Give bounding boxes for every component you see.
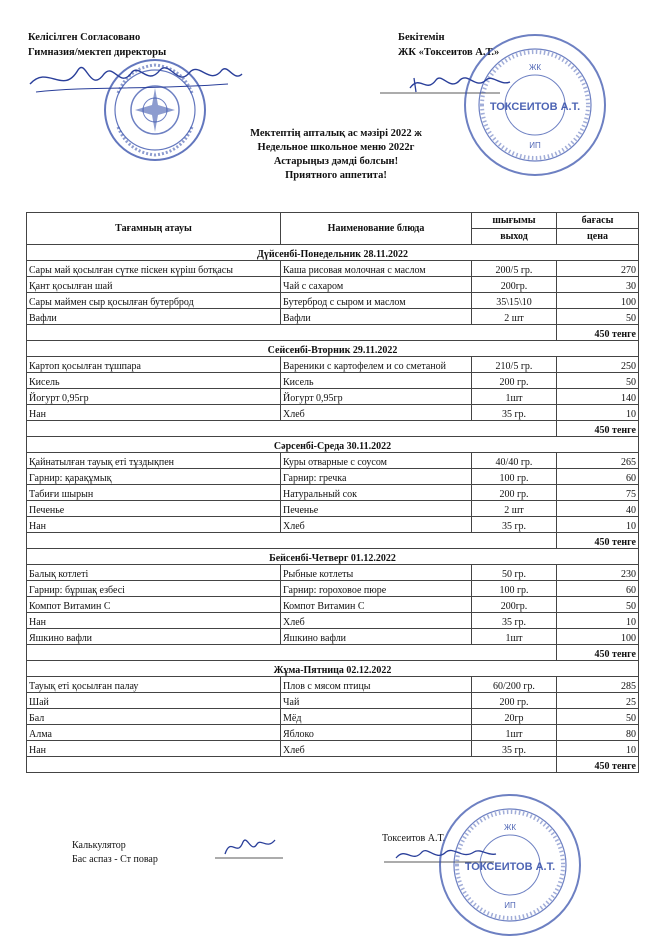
menu-table xyxy=(26,212,639,773)
table-row xyxy=(27,357,639,373)
dish-output: 50 гр. xyxy=(472,565,557,581)
table-row xyxy=(27,261,639,277)
dish-output: 20гр xyxy=(472,709,557,725)
dish-output: 2 шт xyxy=(472,309,557,325)
dish-price: 40 xyxy=(557,501,639,517)
col-output-ru: выход xyxy=(472,229,557,245)
dish-output: 35\15\10 xyxy=(472,293,557,309)
calculator-label: Калькулятор xyxy=(72,840,126,851)
dish-name-kz: Бал xyxy=(27,709,281,725)
director-label: Гимназия/мектеп директоры xyxy=(28,47,167,58)
title-kz: Мектептің апталық ас мәзірі 2022 ж xyxy=(250,128,422,139)
day-total: 450 тенге xyxy=(557,421,639,437)
dish-name-kz: Сары май қосылған сүтке піскен күріш ботқасы xyxy=(27,261,281,277)
dish-price: 285 xyxy=(557,677,639,693)
dish-name-kz: Гарнир: бұршақ езбесі xyxy=(27,581,281,597)
dish-output: 35 гр. xyxy=(472,405,557,421)
dish-name-kz: Табиғи шырын xyxy=(27,485,281,501)
day-title: Бейсенбі-Четверг 01.12.2022 xyxy=(27,549,639,565)
seal-bottom-name: ТОКСЕИТОВ А.Т. xyxy=(464,861,556,873)
seal-bottom-ip: ИП xyxy=(504,901,516,910)
dish-price: 50 xyxy=(557,309,639,325)
dish-output: 200 гр. xyxy=(472,693,557,709)
dish-output: 60/200 гр. xyxy=(472,677,557,693)
dish-output: 1шт xyxy=(472,725,557,741)
dish-price: 60 xyxy=(557,469,639,485)
title-ru: Недельное школьное меню 2022г xyxy=(257,142,415,153)
total-spacer xyxy=(27,757,557,773)
dish-price: 80 xyxy=(557,725,639,741)
table-row xyxy=(27,613,639,629)
dish-name-ru: Яблоко xyxy=(281,725,472,741)
day-title: Дүйсенбі-Понедельник 28.11.2022 xyxy=(27,245,639,261)
menu-titles xyxy=(0,127,672,183)
table-row xyxy=(27,709,639,725)
dish-output: 35 гр. xyxy=(472,613,557,629)
table-row xyxy=(27,629,639,645)
day-title: Жұма-Пятница 02.12.2022 xyxy=(27,661,639,677)
dish-name-ru: Хлеб xyxy=(281,613,472,629)
dish-name-ru: Кисель xyxy=(281,373,472,389)
table-row xyxy=(27,581,639,597)
day-title: Сейсенбі-Вторник 29.11.2022 xyxy=(27,341,639,357)
dish-name-kz: Нан xyxy=(27,405,281,421)
dish-output: 200/5 гр. xyxy=(472,261,557,277)
dish-output: 1шт xyxy=(472,389,557,405)
seal-bottom-jk: ЖК xyxy=(503,823,517,832)
dish-name-kz: Алма xyxy=(27,725,281,741)
table-header xyxy=(27,213,639,245)
dish-name-kz: Қайнатылған тауық еті тұздықпен xyxy=(27,453,281,469)
day-total: 450 тенге xyxy=(557,645,639,661)
dish-name-kz: Нан xyxy=(27,741,281,757)
dish-output: 200гр. xyxy=(472,277,557,293)
dish-name-ru: Хлеб xyxy=(281,517,472,533)
dish-name-ru: Хлеб xyxy=(281,405,472,421)
table-row xyxy=(27,597,639,613)
day-total-row xyxy=(27,325,639,341)
dish-output: 200 гр. xyxy=(472,485,557,501)
dish-name-ru: Рыбные котлеты xyxy=(281,565,472,581)
dish-price: 10 xyxy=(557,405,639,421)
dish-name-ru: Плов с мясом птицы xyxy=(281,677,472,693)
table-row xyxy=(27,565,639,581)
col-price-ru: цена xyxy=(557,229,639,245)
table-row xyxy=(27,405,639,421)
dish-output: 200гр. xyxy=(472,597,557,613)
dish-name-kz: Яшкино вафли xyxy=(27,629,281,645)
col-price-kz: бағасы xyxy=(557,213,639,229)
dish-name-kz: Қант қосылған шай xyxy=(27,277,281,293)
dish-name-kz: Нан xyxy=(27,613,281,629)
table-row xyxy=(27,517,639,533)
day-total-row xyxy=(27,421,639,437)
dish-name-kz: Вафли xyxy=(27,309,281,325)
dish-price: 50 xyxy=(557,709,639,725)
footer-left xyxy=(72,839,158,867)
dish-price: 75 xyxy=(557,485,639,501)
dish-price: 30 xyxy=(557,277,639,293)
dish-name-ru: Бутерброд с сыром и маслом xyxy=(281,293,472,309)
dish-price: 230 xyxy=(557,565,639,581)
dish-name-kz: Нан xyxy=(27,517,281,533)
table-row xyxy=(27,309,639,325)
seal-top-name: ТОКСЕИТОВ А.Т. xyxy=(489,101,581,113)
dish-price: 100 xyxy=(557,293,639,309)
day-header-row xyxy=(27,661,639,677)
table-row xyxy=(27,693,639,709)
dish-output: 40/40 гр. xyxy=(472,453,557,469)
dish-name-ru: Йогурт 0,95гр xyxy=(281,389,472,405)
dish-price: 10 xyxy=(557,741,639,757)
dish-name-ru: Яшкино вафли xyxy=(281,629,472,645)
day-header-row xyxy=(27,549,639,565)
dish-name-ru: Печенье xyxy=(281,501,472,517)
dish-name-kz: Печенье xyxy=(27,501,281,517)
dish-price: 10 xyxy=(557,517,639,533)
dish-name-kz: Йогурт 0,95гр xyxy=(27,389,281,405)
dish-name-ru: Чай с сахаром xyxy=(281,277,472,293)
dish-price: 10 xyxy=(557,613,639,629)
table-row xyxy=(27,485,639,501)
day-total: 450 тенге xyxy=(557,325,639,341)
dish-output: 1шт xyxy=(472,629,557,645)
dish-name-kz: Компот Витамин С xyxy=(27,597,281,613)
chef-signature xyxy=(215,832,285,864)
day-header-row xyxy=(27,245,639,261)
table-row xyxy=(27,501,639,517)
dish-price: 100 xyxy=(557,629,639,645)
dish-name-ru: Гарнир: гречка xyxy=(281,469,472,485)
dish-price: 60 xyxy=(557,581,639,597)
entrepreneur-seal-bottom xyxy=(430,790,590,940)
dish-price: 140 xyxy=(557,389,639,405)
dish-name-ru: Вафли xyxy=(281,309,472,325)
day-total-row xyxy=(27,533,639,549)
dish-name-kz: Тауық еті қосылған палау xyxy=(27,677,281,693)
footer-entrepreneur-name: Токсеитов А.Т. xyxy=(382,833,446,844)
dish-name-kz: Сары маймен сыр қосылған бутерброд xyxy=(27,293,281,309)
dish-price: 270 xyxy=(557,261,639,277)
total-spacer xyxy=(27,325,557,341)
confirm-label: Бекітемін xyxy=(398,32,445,43)
dish-price: 50 xyxy=(557,597,639,613)
wish-ru: Приятного аппетита! xyxy=(285,170,387,181)
table-row xyxy=(27,469,639,485)
day-total: 450 тенге xyxy=(557,757,639,773)
dish-output: 2 шт xyxy=(472,501,557,517)
dish-name-ru: Гарнир: гороховое пюре xyxy=(281,581,472,597)
day-total-row xyxy=(27,645,639,661)
dish-name-ru: Чай xyxy=(281,693,472,709)
seal-top-jk: ЖК xyxy=(528,63,542,72)
dish-output: 35 гр. xyxy=(472,741,557,757)
table-row xyxy=(27,725,639,741)
chef-label: Бас аспаз - Ст повар xyxy=(72,854,158,865)
dish-name-ru: Мёд xyxy=(281,709,472,725)
dish-output: 35 гр. xyxy=(472,517,557,533)
dish-output: 100 гр. xyxy=(472,469,557,485)
dish-name-ru: Хлеб xyxy=(281,741,472,757)
day-total: 450 тенге xyxy=(557,533,639,549)
dish-name-kz: Картоп қосылған тұшпара xyxy=(27,357,281,373)
table-row xyxy=(27,293,639,309)
total-spacer xyxy=(27,421,557,437)
table-row xyxy=(27,453,639,469)
dish-price: 250 xyxy=(557,357,639,373)
table-row xyxy=(27,389,639,405)
day-header-row xyxy=(27,437,639,453)
dish-name-kz: Гарнир: қарақұмық xyxy=(27,469,281,485)
day-total-row xyxy=(27,757,639,773)
director-signature xyxy=(28,56,248,101)
table-row xyxy=(27,373,639,389)
dish-output: 210/5 гр. xyxy=(472,357,557,373)
table-row xyxy=(27,677,639,693)
dish-name-kz: Балық котлеті xyxy=(27,565,281,581)
dish-output: 100 гр. xyxy=(472,581,557,597)
dish-name-ru: Натуральный сок xyxy=(281,485,472,501)
total-spacer xyxy=(27,533,557,549)
dish-price: 50 xyxy=(557,373,639,389)
dish-name-kz: Шай xyxy=(27,693,281,709)
wish-kz: Астарыңыз дәмді болсын! xyxy=(273,156,399,167)
col-name-kz: Тағамның атауы xyxy=(27,213,281,245)
dish-output: 200 гр. xyxy=(472,373,557,389)
table-body xyxy=(27,245,639,773)
col-name-ru: Наименование блюда xyxy=(281,213,472,245)
approval-label: Келісілген Согласовано xyxy=(28,32,141,43)
table-row xyxy=(27,277,639,293)
dish-name-kz: Кисель xyxy=(27,373,281,389)
total-spacer xyxy=(27,645,557,661)
dish-price: 25 xyxy=(557,693,639,709)
dish-name-ru: Компот Витамин С xyxy=(281,597,472,613)
dish-name-ru: Куры отварные с соусом xyxy=(281,453,472,469)
dish-name-ru: Вареники с картофелем и со сметаной xyxy=(281,357,472,373)
entrepreneur-label: ЖК «Токсеитов А.Т.» xyxy=(398,47,500,58)
table-row xyxy=(27,741,639,757)
seal-top-ip: ИП xyxy=(529,141,541,150)
dish-name-ru: Каша рисовая молочная с маслом xyxy=(281,261,472,277)
dish-price: 265 xyxy=(557,453,639,469)
day-header-row xyxy=(27,341,639,357)
col-output-kz: шығымы xyxy=(472,213,557,229)
day-title: Сәрсенбі-Среда 30.11.2022 xyxy=(27,437,639,453)
